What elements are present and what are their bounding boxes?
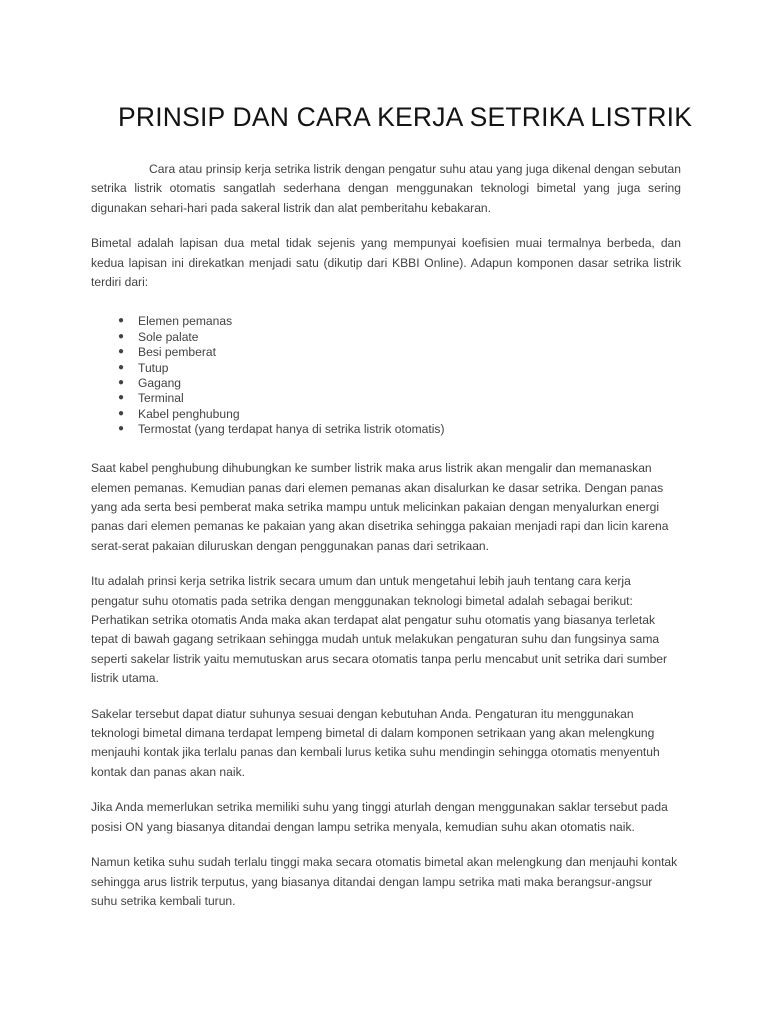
paragraph-intro: Cara atau prinsip kerja setrika listrik dengan pengatur suhu atau yang juga dikenal dengan sebutan setrika listrik otomatis sangatlah sederhana dengan menggunakan teknologi bimetal yang juga sering digunakan sehari-hari pada sakeral listrik dan alat pemberitahu kebakaran. [91, 162, 681, 215]
list-item-label: Tutup [138, 360, 169, 375]
bullet-icon: ● [118, 423, 125, 435]
list-item-label: Gagang [138, 376, 182, 391]
paragraph-high-temperature: Jika Anda memerlukan setrika memiliki suhu yang tinggi aturlah dengan menggunakan saklar tersebut pada posisi ON yang biasanya ditandai dengan lampu setrika menyala, kemudian suhu akan otomatis naik. [91, 800, 668, 834]
list-item [91, 361, 681, 376]
paragraph-overheat-behavior: Namun ketika suhu sudah terlalu tinggi maka secara otomatis bimetal akan melengkung dan menjauhi kontak sehingga arus listrik terputus, yang biasanya ditandai dengan lampu setrika mati maka berangsur-angsur suhu setrika kembali turun. [91, 855, 678, 908]
bullet-icon: ● [118, 361, 125, 373]
list-item-label: Kabel penghubung [138, 406, 240, 421]
paragraph-general-principle: Itu adalah prinsi kerja setrika listrik secara umum dan untuk mengetahui lebih jauh tentang cara kerja pengatur suhu otomatis pada setrika dengan menggunakan teknologi bimetal adalah sebagai berikut: [91, 574, 633, 608]
list-item [91, 314, 681, 329]
paragraph-bimetal-definition: Bimetal adalah lapisan dua metal tidak sejenis yang mempunyai koefisien muai termalnya berbeda, dan kedua lapisan ini direkatkan menjadi satu (dikutip dari KBBI Online). Adapun komponen dasar setrika listrik terdiri dari: [91, 236, 681, 290]
list-item-label: Sole palate [138, 329, 199, 344]
paragraph-observe-iron: Perhatikan setrika otomatis Anda maka akan terdapat alat pengatur suhu otomatis yang biasanya terletak tepat di bawah gagang setrikaan sehingga mudah untuk melakukan pengaturan suhu dan fungsinya sama seperti sakelar listrik yaitu memutuskan arus secara otomatis tanpa perlu mencabut unit setrika dari sumber listrik utama. [91, 613, 668, 686]
list-item [91, 376, 681, 391]
list-item [91, 422, 681, 437]
list-item-label: Elemen pemanas [138, 314, 233, 329]
list-item-label: Termostat (yang terdapat hanya di setrika listrik otomatis) [138, 422, 445, 437]
bullet-icon: ● [118, 315, 125, 327]
paragraph-working-principle: Saat kabel penghubung dihubungkan ke sumber listrik maka arus listrik akan mengalir dan memanaskan elemen pemanas. Kemudian panas dari elemen pemanas akan disalurkan ke dasar setrika. Dengan panas yang ada serta besi pemberat maka setrika mampu untuk melicinkan pakaian dengan menyalurkan energi panas dari elemen pemanas ke pakaian yang akan disetrika sehingga pakaian menjadi rapi dan licin karena serat-serat pakaian diluruskan dengan penggunakan panas dari setrikaan. [91, 461, 669, 553]
document-body [91, 160, 681, 927]
list-item [91, 391, 681, 406]
bullet-icon: ● [118, 377, 125, 389]
list-item [91, 330, 681, 345]
paragraph-switch-adjustment: Sakelar tersebut dapat diatur suhunya sesuai dengan kebutuhan Anda. Pengaturan itu menggunakan teknologi bimetal dimana terdapat lempeng bimetal di dalam komponen setrikaan yang akan melengkung menjauhi kontak jika terlalu panas dan kembali lurus ketika suhu mendingin sehingga otomatis menyentuh kontak dan panas akan naik. [91, 706, 660, 779]
page-title: PRINSIP DAN CARA KERJA SETRIKA LISTRIK [118, 101, 693, 132]
bullet-icon: ● [118, 407, 125, 419]
bullet-icon: ● [118, 392, 125, 404]
list-item [91, 345, 681, 360]
list-item [91, 407, 681, 422]
list-item-label: Besi pemberat [138, 345, 216, 360]
list-item-label: Terminal [138, 391, 184, 406]
bullet-icon: ● [118, 346, 125, 358]
bullet-icon: ● [118, 330, 125, 342]
component-list-block [91, 314, 681, 437]
component-list [91, 314, 681, 437]
